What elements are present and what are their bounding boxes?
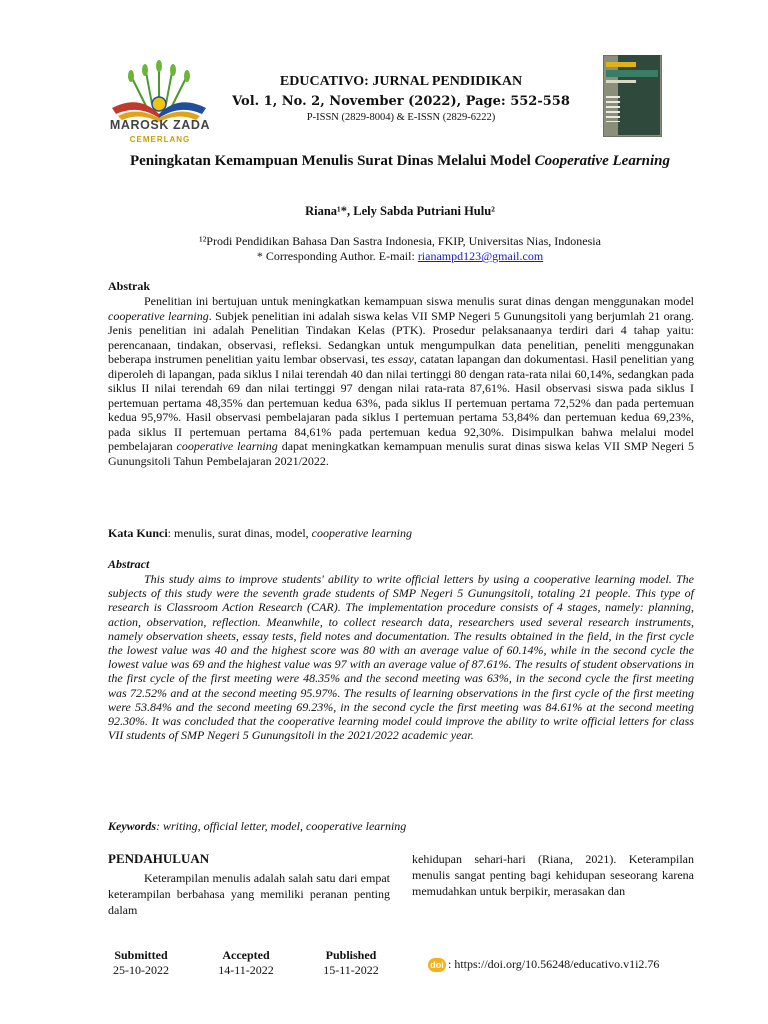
abstract-heading: Abstract	[108, 557, 150, 571]
abstrak-text: Penelitian ini bertujuan untuk meningkatkan kemampuan siswa menulis surat dinas dengan menggunakan model cooperative learning. Subjek penelitian ini adalah siswa kelas VII SMP Negeri 5 Gunungsitoli yang berjumlah 21 orang. Jenis penelitian ini adalah Penelitian Tindakan Kelas (PTK). Prosedur pelaksanaanya terdiri dari 4 tahap yaitu: perencanaan, tindakan, observasi, refleksi. Sedangkan untuk mengumpulkan data penelitian, peneliti menggunakan beberapa instrumen penelitian yaitu lembar observasi, tes essay, catatan lapangan dan dokumentasi. Hasil penelitian yang diperoleh di lapangan, pada siklus I nilai terendah 40 dan nilai tertinggi 80 dengan rata-rata nilai 60,14%, sedangkan pada siklus II nilai terendah 69 dan nilai tertinggi 97 dengan nilai rata-rata 87,61%. Hasil observasi siswa pada siklus I pertemuan pertama 48,35% dan pertemuan kedua 63%, pada siklus II pertemuan pertama 72,52% dan pada pertemuan kedua 95,97%. Hasil observasi pembelajaran pada siklus I pertemuan pertama 53,84% dan pertemuan kedua 69,23%, pada siklus II pertemuan pertama 84,61% pada pertemuan kedua 92,30%. Disimpulkan bahwa melalui model pembelajaran cooperative learning dapat meningkatkan kemampuan menulis surat dinas siswa kelas VII SMP Negeri 5 Gunungsitoli Tahun Pembelajaran 2021/2022.	[108, 294, 695, 468]
accepted-date: 14-11-2022	[218, 963, 274, 977]
journal-cover-panel	[618, 55, 660, 135]
corresponding-author: * Corresponding Author. E-mail: rianampd123@gmail.com	[256, 249, 544, 263]
paper-affiliation	[100, 234, 700, 264]
doi-line	[428, 957, 659, 972]
journal-issn: P-ISSN (2829-8004) & E-ISSN (2829-6222)	[306, 112, 496, 123]
journal-cover-band	[606, 62, 636, 67]
logo-name: MAROSK ZADA	[109, 118, 211, 132]
journal-cover-band	[606, 80, 636, 83]
journal-cover-lines	[606, 96, 620, 122]
email-link[interactable]: rianampd123@gmail.com	[417, 249, 544, 263]
logo-subname: CEMERLANG	[129, 135, 191, 144]
doi-link[interactable]: : https://doi.org/10.56248/educativo.v1i2.76	[448, 957, 660, 971]
submitted-label: Submitted	[114, 948, 168, 962]
pendahuluan-heading: PENDAHULUAN	[108, 851, 210, 866]
intro-column-right: kehidupan sehari-hari (Riana, 2021). Keterampilan menulis sangat penting bagi kehidupan seseorang karena memudahkan untuk berpikir, merasakan dan	[412, 852, 694, 898]
submitted-date: 25-10-2022	[113, 963, 169, 977]
published-label: Published	[325, 948, 377, 962]
abstract-text: This study aims to improve students' ability to write official letters by using a cooperative learning model. The subjects of this study were the seventh grade students of SMP Negeri 5 Gunungsitoli, totaling 21 people. This type of research is Classroom Action Research (CAR). The implementation procedure consists of 4 stages, namely: planning, action, observation, reflection. Meanwhile, to collect research data, researchers used several research instruments, namely observation sheets, essay tests, field notes and documentation. The results obtained in the field, in the first cycle the lowest value was 40 and the highest score was 80 with an average value of 60.14%, while in the second cycle the lowest value was 69 and the highest value was 97 with an average value of 87.61%. The results of student observations in the first cycle of the first meeting were 48.35% and the second meeting was 63%, in the second cycle the first meeting was 72.52% and at the second meeting 95.97%. The results of learning observations in the first cycle of the first meeting were 53.84% and the second meeting 69.23%, in the second cycle the first meeting was 84.61% at the second meeting 92.30%. It was concluded that the cooperative learning model could improve the ability to write official letters for class VII students of SMP Negeri 5 Gunungsitoli in the 2021/2022 academic year.	[108, 572, 694, 743]
doi-icon: doi	[428, 958, 446, 972]
kata-kunci: Kata Kunci: menulis, surat dinas, model, cooperative learning	[108, 526, 412, 540]
journal-name: EDUCATIVO: JURNAL PENDIDIKAN	[279, 74, 523, 89]
journal-volume: Vol. 1, No. 2, November (2022), Page: 552-558	[232, 94, 570, 109]
published-date: 15-11-2022	[323, 963, 379, 977]
intro-column-left: Keterampilan menulis adalah salah satu dari empat keterampilan berbahasa yang memiliki peranan penting dalam	[108, 871, 390, 917]
affiliation-text: ¹²Prodi Pendidikan Bahasa Dan Sastra Indonesia, FKIP, Universitas Nias, Indonesia	[199, 234, 601, 248]
paper-title: Peningkatan Kemampuan Menulis Surat Dinas Melalui Model Cooperative Learning	[129, 153, 671, 169]
accepted-label: Accepted	[222, 948, 270, 962]
abstrak-heading: Abstrak	[108, 279, 151, 293]
paper-authors: Riana¹*, Lely Sabda Putriani Hulu²	[305, 204, 495, 218]
keywords: Keywords: writing, official letter, model, cooperative learning	[108, 819, 407, 833]
journal-cover-band	[606, 70, 658, 77]
